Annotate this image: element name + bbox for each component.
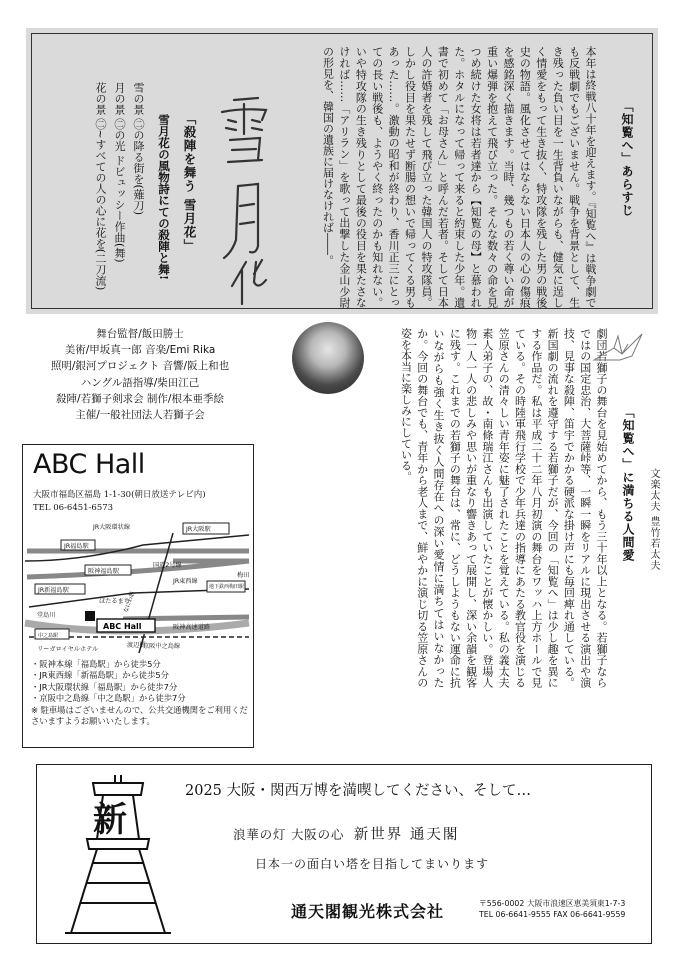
map-label: リーガロイヤルホテル — [37, 646, 99, 653]
tsutenkaku-ad — [36, 764, 652, 944]
poem-subtitle: 雪月花の風物詩にての殺陣と舞! — [157, 114, 171, 281]
poem-line-snow: 雪の景 ㊁の降る街を(薙刀) — [132, 82, 145, 216]
synopsis-heading: 「知覧へ」あらすじ — [620, 100, 634, 217]
map-label: なにわ筋 — [123, 590, 137, 614]
essay-author: 文楽太夫 豊竹若太夫 — [648, 468, 659, 572]
map-label: ほたるまち — [99, 598, 130, 605]
map-label: 渡辺橋 — [127, 642, 146, 649]
ad-tagline — [233, 823, 459, 844]
essay-heading: 「知覧へ」に満ちる人間愛 — [621, 406, 635, 562]
map-label: JR大阪環状線 — [93, 524, 131, 531]
map-venue-label: ABC Hall — [103, 622, 142, 631]
map-label: 中之島駅 — [38, 633, 59, 639]
map-label: 阪神福島駅 — [88, 568, 119, 575]
staff-credits — [20, 326, 260, 423]
credit-line: 殺陣/若獅子剣求会 制作/根本亜季絵 — [56, 392, 224, 405]
paper-crane-icon — [592, 330, 648, 366]
map-label: JR東西線 — [173, 578, 198, 585]
access-item: ・JR大阪環状線「福島駅」から徒歩7分 — [31, 681, 178, 692]
ad-phone: TEL 06-6641-9555 FAX 06-6641-9559 — [479, 909, 626, 919]
venue-access-list — [31, 659, 251, 727]
map-label: 地下鉄西梅田駅 — [209, 584, 245, 590]
setsugekka-section — [52, 40, 278, 312]
tsutenkaku-tower-drawing — [63, 773, 173, 939]
map-label: JR大阪駅 — [186, 526, 211, 533]
poem-line-moon: 月の景 ㊁の光 ドビュッシー作曲(舞) — [113, 82, 126, 263]
venue-address-block — [33, 489, 206, 514]
access-item: ・京阪中之島線「中之島駅」から徒歩7分 — [31, 693, 186, 704]
poem-lines — [66, 82, 148, 308]
venue-access-map — [23, 521, 253, 655]
map-label: 阪神高速道路 — [173, 624, 211, 631]
parking-note: ※ 駐車場はございませんので、公共交通機関をご利用くださいますようお願いいたします。 — [31, 704, 248, 727]
credit-line: 照明/銀河プロジェクト 音響/阪上和也 — [50, 360, 230, 373]
poem-line-flower: 花の景 ㊁~すべての人の心に花を(二刀流) — [94, 82, 107, 291]
map-label: 堂島川 — [37, 612, 56, 619]
ad-contact — [479, 899, 625, 921]
venue-name: ABC Hall — [33, 449, 145, 480]
synopsis-body: 本年は終戦八十年を迎えます。『知覧へ』は戦争劇でも反戦劇でもございません。戦争を背景として、生き残った負い目を一生背負いながらも、健気に逞しく情愛をもって生き抜く、特攻隊を残した男の戦後史の物語。風化させてはならない日本人の心の傷痕を感銘深く描きます。当時、幾つもの若く尊い命が重い爆弾を抱えて飛び立った。そんな数々の命を見つめ続けた女将は若者達から【知覧の母】と慕われた。ホタルになって帰って来ると約束した少年。遺書で初めて「お母さん」と呼んだ若者。そして日本人の許婚者を残して飛び立った韓国人の特攻隊員。しかし役目を果たせず断腸の想いで帰ってくる男もあった……。激動の昭和が終わり、香川正三にとっての長い戦後も、ようやく終ったのかも知れない。いや特攻隊の生き残りとして最後の役目を果たさなければ……「アリラン」を歌って出撃した金山少尉の形見を、韓国の遺族に届けなければ――。 — [321, 46, 597, 308]
synopsis-frame — [31, 33, 653, 309]
map-label: JR新福島駅 — [38, 587, 69, 594]
essay-body: 劇団若獅子の舞台を見始めてから、もう三十年以上となる。若獅子ならではの国定忠治、大菩薩峠等、一瞬一瞬をリアルに現出させる演出や演技、見事な殺陣、笛宇でかかる硬派な掛け声にも毎回痺れ通している。新国劇の流れを遵守する若獅子だが、今回の「知覧へ」は少し趣を異にする作品だ。私は平成二十二年八月初演の舞台をワッハ上方ホールで見ている。その時陸軍飛行学校で少年兵達の指導にあたる教官役を演じる笠原さんの清々しい青年姿に魅了されたことを覚えている。私の義太夫素人弟子の、故・南條瑞江さんも出演していたことが懐かしい。登場人物一人一人の悲しみや思いが重なり響きあって展開し、深い余韻を観客に残す。これまでの若獅子の舞台は、常に、どうしようもない運命に抗いながらも強く生き抜く人間存在への深い愛情に満ちてはいなかったか。今回の舞台でも、青年から老人まで、鮮やかに演じ切る笠原さんの姿を本当に楽しみにしている。 — [399, 328, 608, 688]
poem-heading: 「殺陣を舞う 雪月花」 — [182, 112, 197, 253]
access-item: ・阪神本線「福島駅」から徒歩5分 — [31, 659, 161, 669]
venue-address: 大阪市福島区福島 1-1-30(朝日放送テレビ内) — [33, 490, 206, 500]
venue-tel: TEL 06-6451-6573 — [33, 502, 114, 513]
credit-line: 主催/一般社団法人若獅子会 — [75, 409, 205, 422]
map-label: JR福島駅 — [64, 543, 89, 550]
map-label: 梅田 — [237, 572, 250, 579]
venue-box — [22, 444, 254, 748]
ad-slogan: 日本一の面白い塔を目指してまいります — [255, 857, 490, 871]
ad-address: 〒556-0002 大阪市浪速区恵美須東1-7-3 — [479, 899, 626, 908]
ad-tagline-pre: 浪華の灯 大阪の心 — [233, 827, 345, 842]
access-item: ・JR東西線「新福島駅」から徒歩5分 — [31, 670, 169, 681]
tower-sign-glyph: 新 — [93, 800, 127, 840]
ad-tagline-main: 新世界 通天閣 — [353, 827, 460, 843]
credit-line: 美術/甲坂真一郎 音楽/Emi Rika — [64, 344, 216, 357]
map-label: 国道2号線 — [153, 562, 182, 569]
credit-line: 舞台監督/飯田勝士 — [96, 328, 184, 340]
ad-company: 通天閣観光株式会社 — [291, 902, 445, 921]
map-label: 京阪中之島線 — [143, 643, 181, 650]
ad-headline: 2025 大阪・関西万博を満喫してください、そして… — [185, 783, 532, 799]
credit-line: ハングル語指導/柴田江己 — [80, 376, 200, 389]
synopsis-panel — [26, 28, 658, 314]
